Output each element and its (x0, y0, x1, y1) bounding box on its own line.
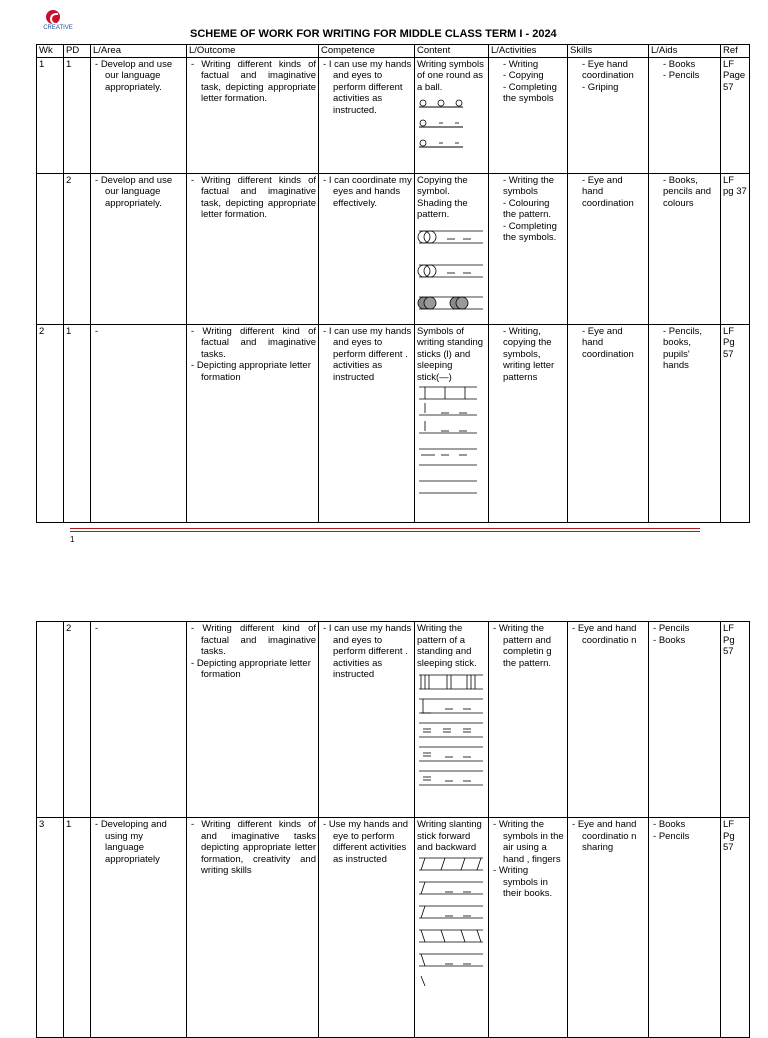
cell-content: Copying the symbol. Shading the pattern. (415, 173, 489, 324)
cell-content: Writing the pattern of a standing and sleeping stick. (415, 622, 489, 818)
page-title: SCHEME OF WORK FOR WRITING FOR MIDDLE CLASS TERM I - 2024 (190, 28, 557, 40)
header-skills: Skills (568, 45, 649, 58)
table-row (37, 622, 750, 818)
cell-skills: - Eye and hand coordinatio n sharing (568, 818, 649, 1038)
cell-skills: - Eye and hand coordination (568, 173, 649, 324)
cell-aids: - Books - Pencils (649, 57, 721, 173)
cell-content: Writing slanting stick forward and backward (415, 818, 489, 1038)
cell-area: - Developing and using my language appropriately (91, 818, 187, 1038)
cell-aids: - Pencils - Books (649, 622, 721, 818)
cell-ref: LF Pg 57 (721, 622, 750, 818)
header-aids: L/Aids (649, 45, 721, 58)
footer-rule (70, 531, 700, 532)
cell-content: Writing symbols of one round as a ball. (415, 57, 489, 173)
cell-ref: LF Page 57 (721, 57, 750, 173)
cell-aids: - Pencils, books, pupils' hands (649, 324, 721, 522)
cell-pd: 1 (64, 57, 91, 173)
table-row (37, 173, 750, 324)
cell-pd: 1 (64, 324, 91, 522)
logo-brand: CREATIVE (43, 25, 73, 31)
cell-aids: - Books, pencils and colours (649, 173, 721, 324)
header-pd: PD (64, 45, 91, 58)
slanting-stick-pattern (417, 856, 486, 986)
header-area: L/Area (91, 45, 187, 58)
cell-outcome: - Writing different kinds of and imaginative tasks depicting appropriate letter formation, creativity and writing skills (187, 818, 319, 1038)
cell-aids: - Books - Pencils (649, 818, 721, 1038)
cell-activities: - Writing the symbols in the air using a hand , fingers - Writing symbols in their books. (489, 818, 568, 1038)
cell-competence: - I can coordinate my eyes and hands effectively. (319, 173, 415, 324)
cell-ref: LF pg 37 (721, 173, 750, 324)
stick-pattern (417, 671, 486, 795)
cell-content: Symbols of writing standing sticks (l) and sleeping stick(—) (415, 324, 489, 522)
header-ref: Ref (721, 45, 750, 58)
round-symbols-pattern (417, 95, 486, 151)
cell-outcome: - Writing different kinds of factual and imaginative task, depicting appropriate letter formation. (187, 57, 319, 173)
cell-outcome: - Writing different kinds of factual and imaginative task, depicting appropriate letter formation. (187, 173, 319, 324)
scheme-table-page-2 (36, 621, 750, 1038)
cell-ref: LF Pg 57 (721, 324, 750, 522)
cell-skills: - Eye and hand coordinatio n (568, 622, 649, 818)
cell-area: - (91, 622, 187, 818)
page-number: 1 (70, 535, 75, 544)
header-wk: Wk (37, 45, 64, 58)
cell-competence: - I can use my hands and eyes to perform different . activities as instructed (319, 622, 415, 818)
cell-area: - Develop and use our language appropriately. (91, 57, 187, 173)
table-row (37, 818, 750, 1038)
standing-sleeping-sticks-pattern (417, 385, 486, 495)
cell-skills: - Eye hand coordination - Griping (568, 57, 649, 173)
cell-wk: 2 (37, 324, 64, 522)
cell-ref: LF Pg 57 (721, 818, 750, 1038)
cell-wk (37, 622, 64, 818)
header-activities: L/Activities (489, 45, 568, 58)
cell-area: - Develop and use our language appropriately. (91, 173, 187, 324)
header-outcome: L/Outcome (187, 45, 319, 58)
cell-competence: - I can use my hands and eyes to perform different activities as instructed. (319, 57, 415, 173)
cell-skills: - Eye and hand coordination (568, 324, 649, 522)
table-header-row (37, 45, 750, 58)
cell-activities: - Writing, copying the symbols, writing letter patterns (489, 324, 568, 522)
cell-activities: - Writing the symbols - Colouring the pattern. - Completing the symbols. (489, 173, 568, 324)
cell-wk (37, 173, 64, 324)
header-content: Content (415, 45, 489, 58)
logo-c-icon (46, 10, 60, 24)
cell-pd: 1 (64, 818, 91, 1038)
cell-competence: - I can use my hands and eyes to perform different . activities as instructed (319, 324, 415, 522)
cell-wk: 1 (37, 57, 64, 173)
table-row (37, 57, 750, 173)
cell-activities: - Writing the pattern and completin g the pattern. (489, 622, 568, 818)
header-competence: Competence (319, 45, 415, 58)
cell-area: - (91, 324, 187, 522)
scheme-table-page-1 (36, 44, 750, 523)
cell-pd: 2 (64, 622, 91, 818)
footer-rule (70, 528, 700, 529)
creative-logo (38, 8, 74, 36)
cell-activities: - Writing - Copying - Completing the symbols (489, 57, 568, 173)
cell-outcome: - Writing different kind of factual and imaginative tasks. - Depicting appropriate letter formation (187, 324, 319, 522)
shading-pattern (417, 223, 486, 313)
cell-outcome: - Writing different kind of factual and imaginative tasks. - Depicting appropriate letter formation (187, 622, 319, 818)
cell-wk: 3 (37, 818, 64, 1038)
table-row (37, 324, 750, 522)
cell-pd: 2 (64, 173, 91, 324)
cell-competence: - Use my hands and eye to perform different activities as instructed (319, 818, 415, 1038)
